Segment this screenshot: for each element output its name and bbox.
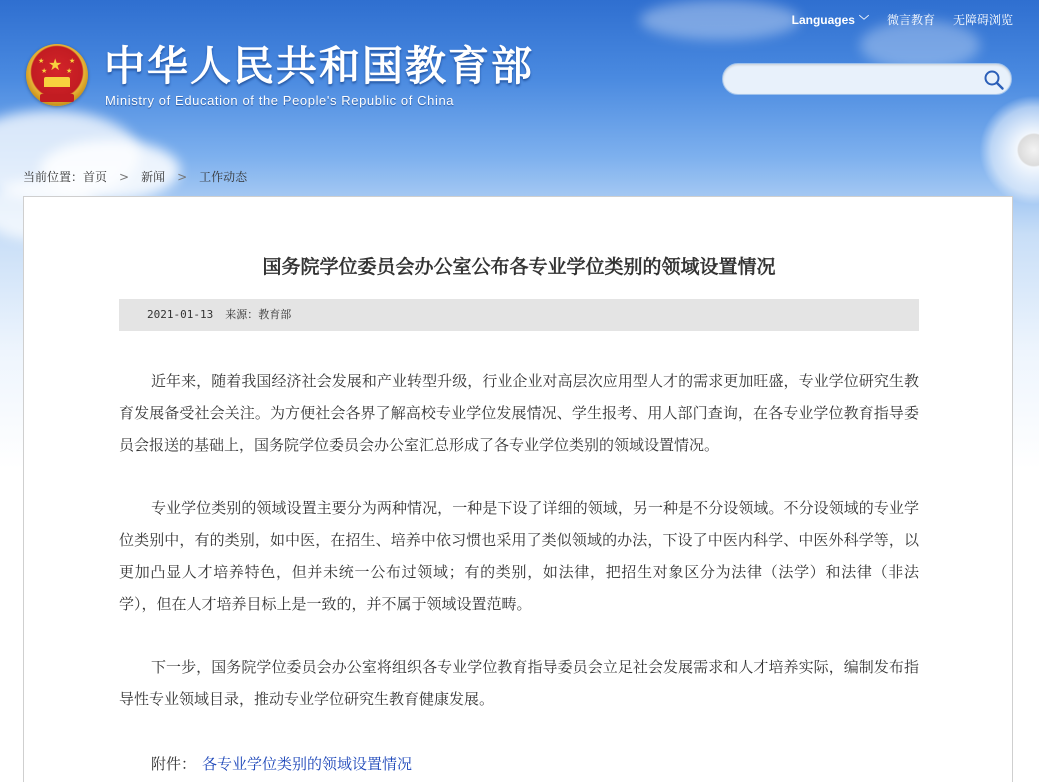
search-input[interactable]	[737, 70, 967, 90]
attachment-link[interactable]: 各专业学位类别的领域设置情况	[202, 755, 413, 773]
cloud-decoration	[640, 0, 800, 40]
attachment-line	[151, 748, 412, 780]
chevron-down-icon: ﹀	[858, 16, 869, 27]
article-paragraph: 近年来，随着我国经济社会发展和产业转型升级，行业企业对高层次应用型人才的需求更加旺盛，专业学位研究生教育发展备受社会关注。为方便社会各界了解高校专业学位发展情况、学生报考、用人部门查询，在各专业学位教育指导委员会报送的基础上，国务院学位委员会办公室汇总形成了各专业学位类别的领域设置情况。	[119, 372, 919, 454]
breadcrumb-item-work[interactable]: 工作动态	[199, 170, 248, 184]
article-meta-bar	[119, 299, 919, 331]
breadcrumb-item-news[interactable]: 新闻	[141, 170, 166, 184]
weibo-link[interactable]: 微言教育	[886, 13, 935, 27]
site-subtitle[interactable]: Ministry of Education of the People's Republic of China	[105, 93, 455, 108]
dandelion-decoration	[979, 95, 1039, 205]
article-source: 来源：教育部	[225, 308, 292, 321]
chevron-right-icon: >	[177, 169, 188, 184]
breadcrumb-prefix: 当前位置：	[23, 170, 84, 184]
national-emblem-icon: ★ ★ ★ ★ ★	[26, 44, 88, 106]
languages-menu[interactable]: Languages ﹀	[791, 13, 869, 27]
search-box	[722, 63, 1012, 95]
article-paragraph: 专业学位类别的领域设置主要分为两种情况，一种是下设了详细的领域，另一种是不分设领域。不分设领域的专业学位类别中，有的类别，如中医，在招生、培养中依习惯也采用了类似领域的办法，下设了中医内科学、中医外科学等，以更加凸显人才培养特色，但并未统一公布过领域；有的类别，如法律，把招生对象区分为法律（法学）和法律（非法学），但在人才培养目标上是一致的，并不属于领域设置范畴。	[119, 499, 919, 613]
article-title: 国务院学位委员会办公室公布各专业学位类别的领域设置情况	[262, 257, 776, 278]
article-date: 2021-01-13	[147, 308, 214, 321]
top-links	[792, 11, 1013, 28]
breadcrumb-item-home[interactable]: 首页	[83, 170, 108, 184]
search-icon[interactable]	[983, 69, 1005, 91]
accessible-browsing-link[interactable]: 无障碍浏览	[952, 13, 1013, 27]
site-title[interactable]: 中华人民共和国教育部	[104, 43, 534, 89]
article-card	[23, 196, 1013, 782]
attachment-label: 附件：	[151, 755, 197, 773]
chevron-right-icon: >	[119, 169, 130, 184]
article-paragraph: 下一步，国务院学位委员会办公室将组织各专业学位教育指导委员会立足社会发展需求和人才培养实际，编制发布指导性专业领域目录，推动专业学位研究生教育健康发展。	[119, 658, 919, 708]
breadcrumb	[23, 168, 247, 185]
